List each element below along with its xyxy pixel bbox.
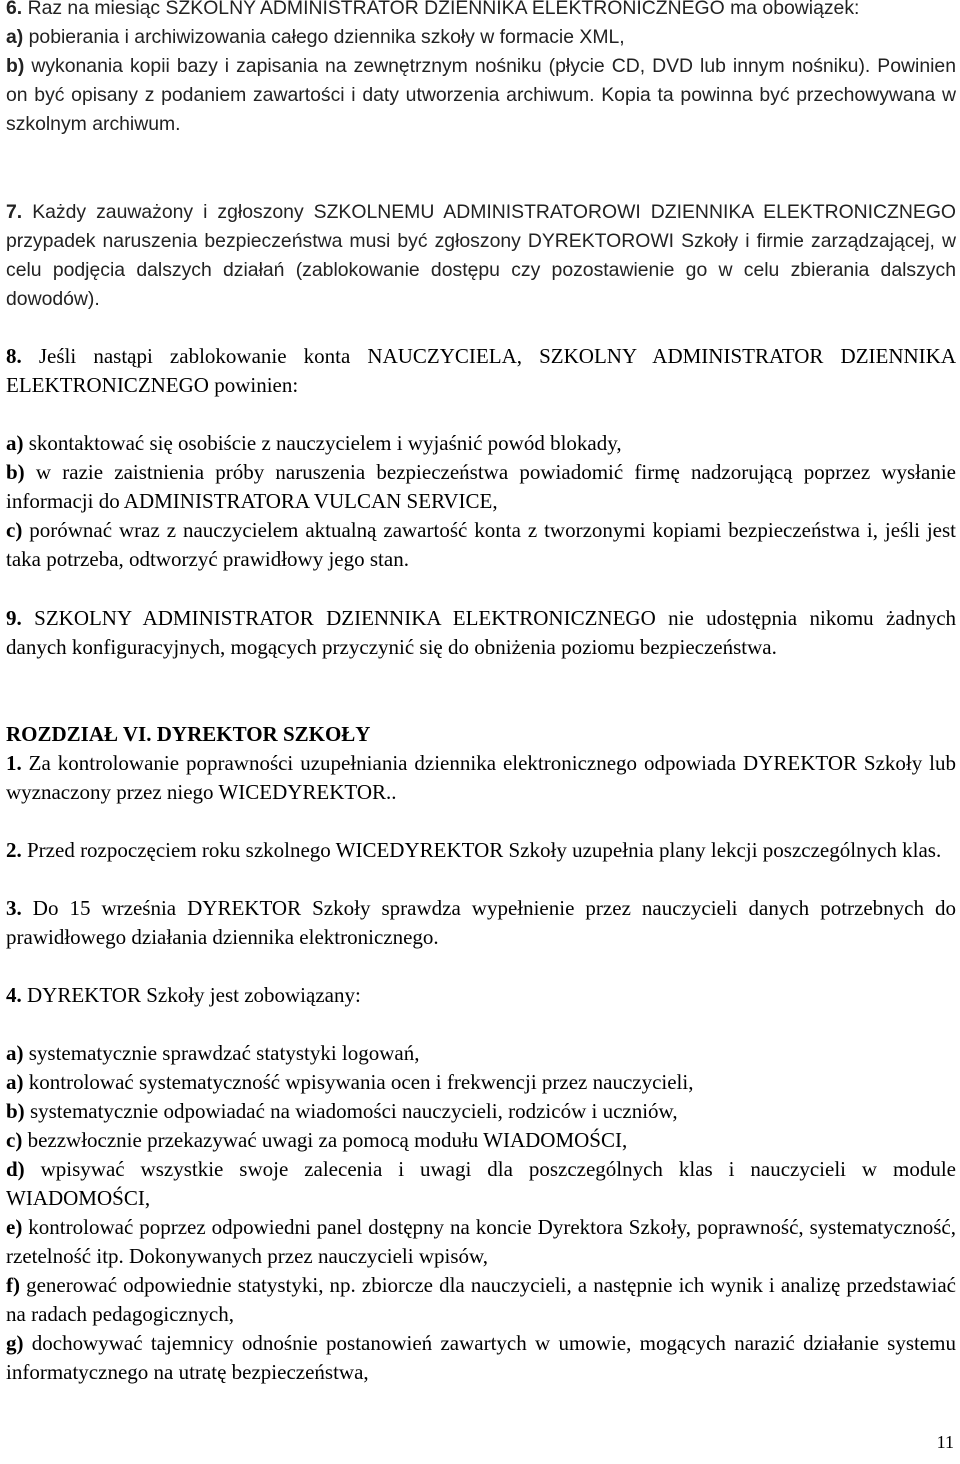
paragraph-text: Każdy zauważony i zgłoszony SZKOLNEMU ADMINISTRATOROWI DZIENNIKA ELEKTRONICZNEGO przypadek naruszenia bezpieczeństwa musi być zgłoszony DYREKTOROWI Szkoły i firmie zarządzającej, w celu podjęcia dalszych działań (zablokowanie dostępu czy pozostawienie go w celu zbierania dalszych dowodów).	[6, 201, 956, 310]
section-number: 7.	[6, 201, 23, 223]
list-item	[6, 1097, 956, 1126]
list-item	[6, 458, 956, 516]
section-number: 6.	[6, 0, 23, 19]
paragraph-text: Do 15 września DYREKTOR Szkoły sprawdza wypełnienie przez nauczycieli danych potrzebnych do prawidłowego działania dziennika elektronicznego.	[6, 896, 957, 949]
chapter-vi	[6, 720, 956, 1387]
list-item	[6, 429, 956, 458]
list-item-text: wpisywać wszystkie swoje zalecenia i uwagi dla poszczególnych klas i nauczycieli w module WIADOMOŚCI,	[6, 1157, 957, 1210]
list-item-text: skontaktować się osobiście z nauczycielem i wyjaśnić powód blokady,	[28, 431, 622, 455]
list-item-text: bezzwłocznie przekazywać uwagi za pomocą modułu WIADOMOŚCI,	[27, 1128, 628, 1152]
section-9	[6, 604, 956, 662]
list-item-text: kontrolować poprzez odpowiedni panel dostępny na koncie Dyrektora Szkoły, poprawność, systematyczność, rzetelność itp. Dokonywanych przez nauczycieli wpisów,	[6, 1215, 956, 1268]
section-8	[6, 342, 956, 574]
list-item	[6, 1039, 956, 1068]
list-item	[6, 1068, 956, 1097]
list-marker: a)	[6, 26, 24, 48]
list-item	[6, 1155, 956, 1213]
list-item-text: w razie zaistnienia próby naruszenia bezpieczeństwa powiadomić firmę nadzorującą poprzez wysłanie informacji do ADMINISTRATORA VULCAN SERVICE,	[6, 460, 956, 513]
section-6-intro	[6, 0, 956, 23]
list-item-text: wykonania kopii bazy i zapisania na zewnętrznym nośniku (płycie CD, DVD lub innym nośniku). Powinien on być opisany z podaniem zawartości i daty utworzenia archiwum. Kopia ta powinna być przechowywana w szkolnym archiwum.	[6, 55, 956, 135]
list-item	[6, 516, 956, 574]
list-item-text: dochowywać tajemnicy odnośnie postanowień zawartych w umowie, mogących narazić działanie systemu informatycznego na utratę bezpieczeństwa,	[6, 1331, 956, 1384]
list-marker: b)	[6, 460, 25, 484]
paragraph-number: 3.	[6, 896, 22, 920]
chapter-paragraph-3	[6, 894, 956, 952]
list-item-text: systematycznie odpowiadać na wiadomości nauczycieli, rodziców i uczniów,	[29, 1099, 678, 1123]
list-marker: e)	[6, 1215, 23, 1239]
list-item	[6, 23, 956, 52]
list-item	[6, 1126, 956, 1155]
list-item	[6, 1329, 956, 1387]
chapter-paragraph-1	[6, 749, 956, 807]
list-item	[6, 1271, 956, 1329]
section-8-intro	[6, 342, 956, 400]
chapter-paragraph-2	[6, 836, 956, 865]
list-item	[6, 1213, 956, 1271]
list-item-text: porównać wraz z nauczycielem aktualną zawartość konta z tworzonymi kopiami bezpieczeństwa i, jeśli jest taka potrzeba, odtworzyć prawidłowy jego stan.	[6, 518, 957, 571]
list-item-text: kontrolować systematyczność wpisywania ocen i frekwencji przez nauczycieli,	[28, 1070, 694, 1094]
list-marker: a)	[6, 1070, 24, 1094]
list-marker: c)	[6, 1128, 23, 1152]
list-marker: b)	[6, 1099, 25, 1123]
paragraph-number: 1.	[6, 751, 22, 775]
list-marker: b)	[6, 55, 25, 77]
section-number: 8.	[6, 344, 22, 368]
chapter-heading: ROZDZIAŁ VI. DYREKTOR SZKOŁY	[6, 722, 371, 746]
section-number: 9.	[6, 606, 22, 630]
chapter-paragraph-4	[6, 981, 956, 1010]
paragraph-text: Za kontrolowanie poprawności uzupełniania dziennika elektronicznego odpowiada DYREKTOR Szkoły lub wyznaczony przez niego WICEDYREKTOR..	[6, 751, 956, 804]
paragraph-text: Jeśli nastąpi zablokowanie konta NAUCZYCIELA, SZKOLNY ADMINISTRATOR DZIENNIKA ELEKTRONICZNEGO powinien:	[6, 344, 956, 397]
list-marker: a)	[6, 1041, 24, 1065]
list-item-text: pobierania i archiwizowania całego dziennika szkoły w formacie XML,	[28, 26, 625, 48]
section-7-paragraph	[6, 198, 956, 314]
page-number: 11	[936, 1432, 954, 1452]
paragraph-text: DYREKTOR Szkoły jest zobowiązany:	[27, 983, 361, 1007]
list-marker: f)	[6, 1273, 20, 1297]
list-item-text: generować odpowiednie statystyki, np. zbiorcze dla nauczycieli, a następnie ich wynik i analizę przedstawiać na radach pedagogicznych,	[6, 1273, 956, 1326]
paragraph-number: 2.	[6, 838, 22, 862]
paragraph-text: Raz na miesiąc SZKOLNY ADMINISTRATOR DZIENNIKA ELEKTRONICZNEGO ma obowiązek:	[27, 0, 860, 19]
section-7	[6, 198, 956, 314]
section-6	[6, 0, 956, 139]
list-marker: a)	[6, 431, 24, 455]
paragraph-number: 4.	[6, 983, 22, 1007]
list-item-text: systematycznie sprawdzać statystyki logowań,	[28, 1041, 420, 1065]
section-9-paragraph	[6, 604, 956, 662]
paragraph-text: SZKOLNY ADMINISTRATOR DZIENNIKA ELEKTRONICZNEGO nie udostępnia nikomu żadnych danych konfiguracyjnych, mogących przyczynić się do obniżenia poziomu bezpieczeństwa.	[6, 606, 957, 659]
list-item	[6, 52, 956, 139]
paragraph-text: Przed rozpoczęciem roku szkolnego WICEDYREKTOR Szkoły uzupełnia plany lekcji poszczególnych klas.	[27, 838, 942, 862]
list-marker: g)	[6, 1331, 24, 1355]
list-marker: c)	[6, 518, 23, 542]
list-marker: d)	[6, 1157, 25, 1181]
